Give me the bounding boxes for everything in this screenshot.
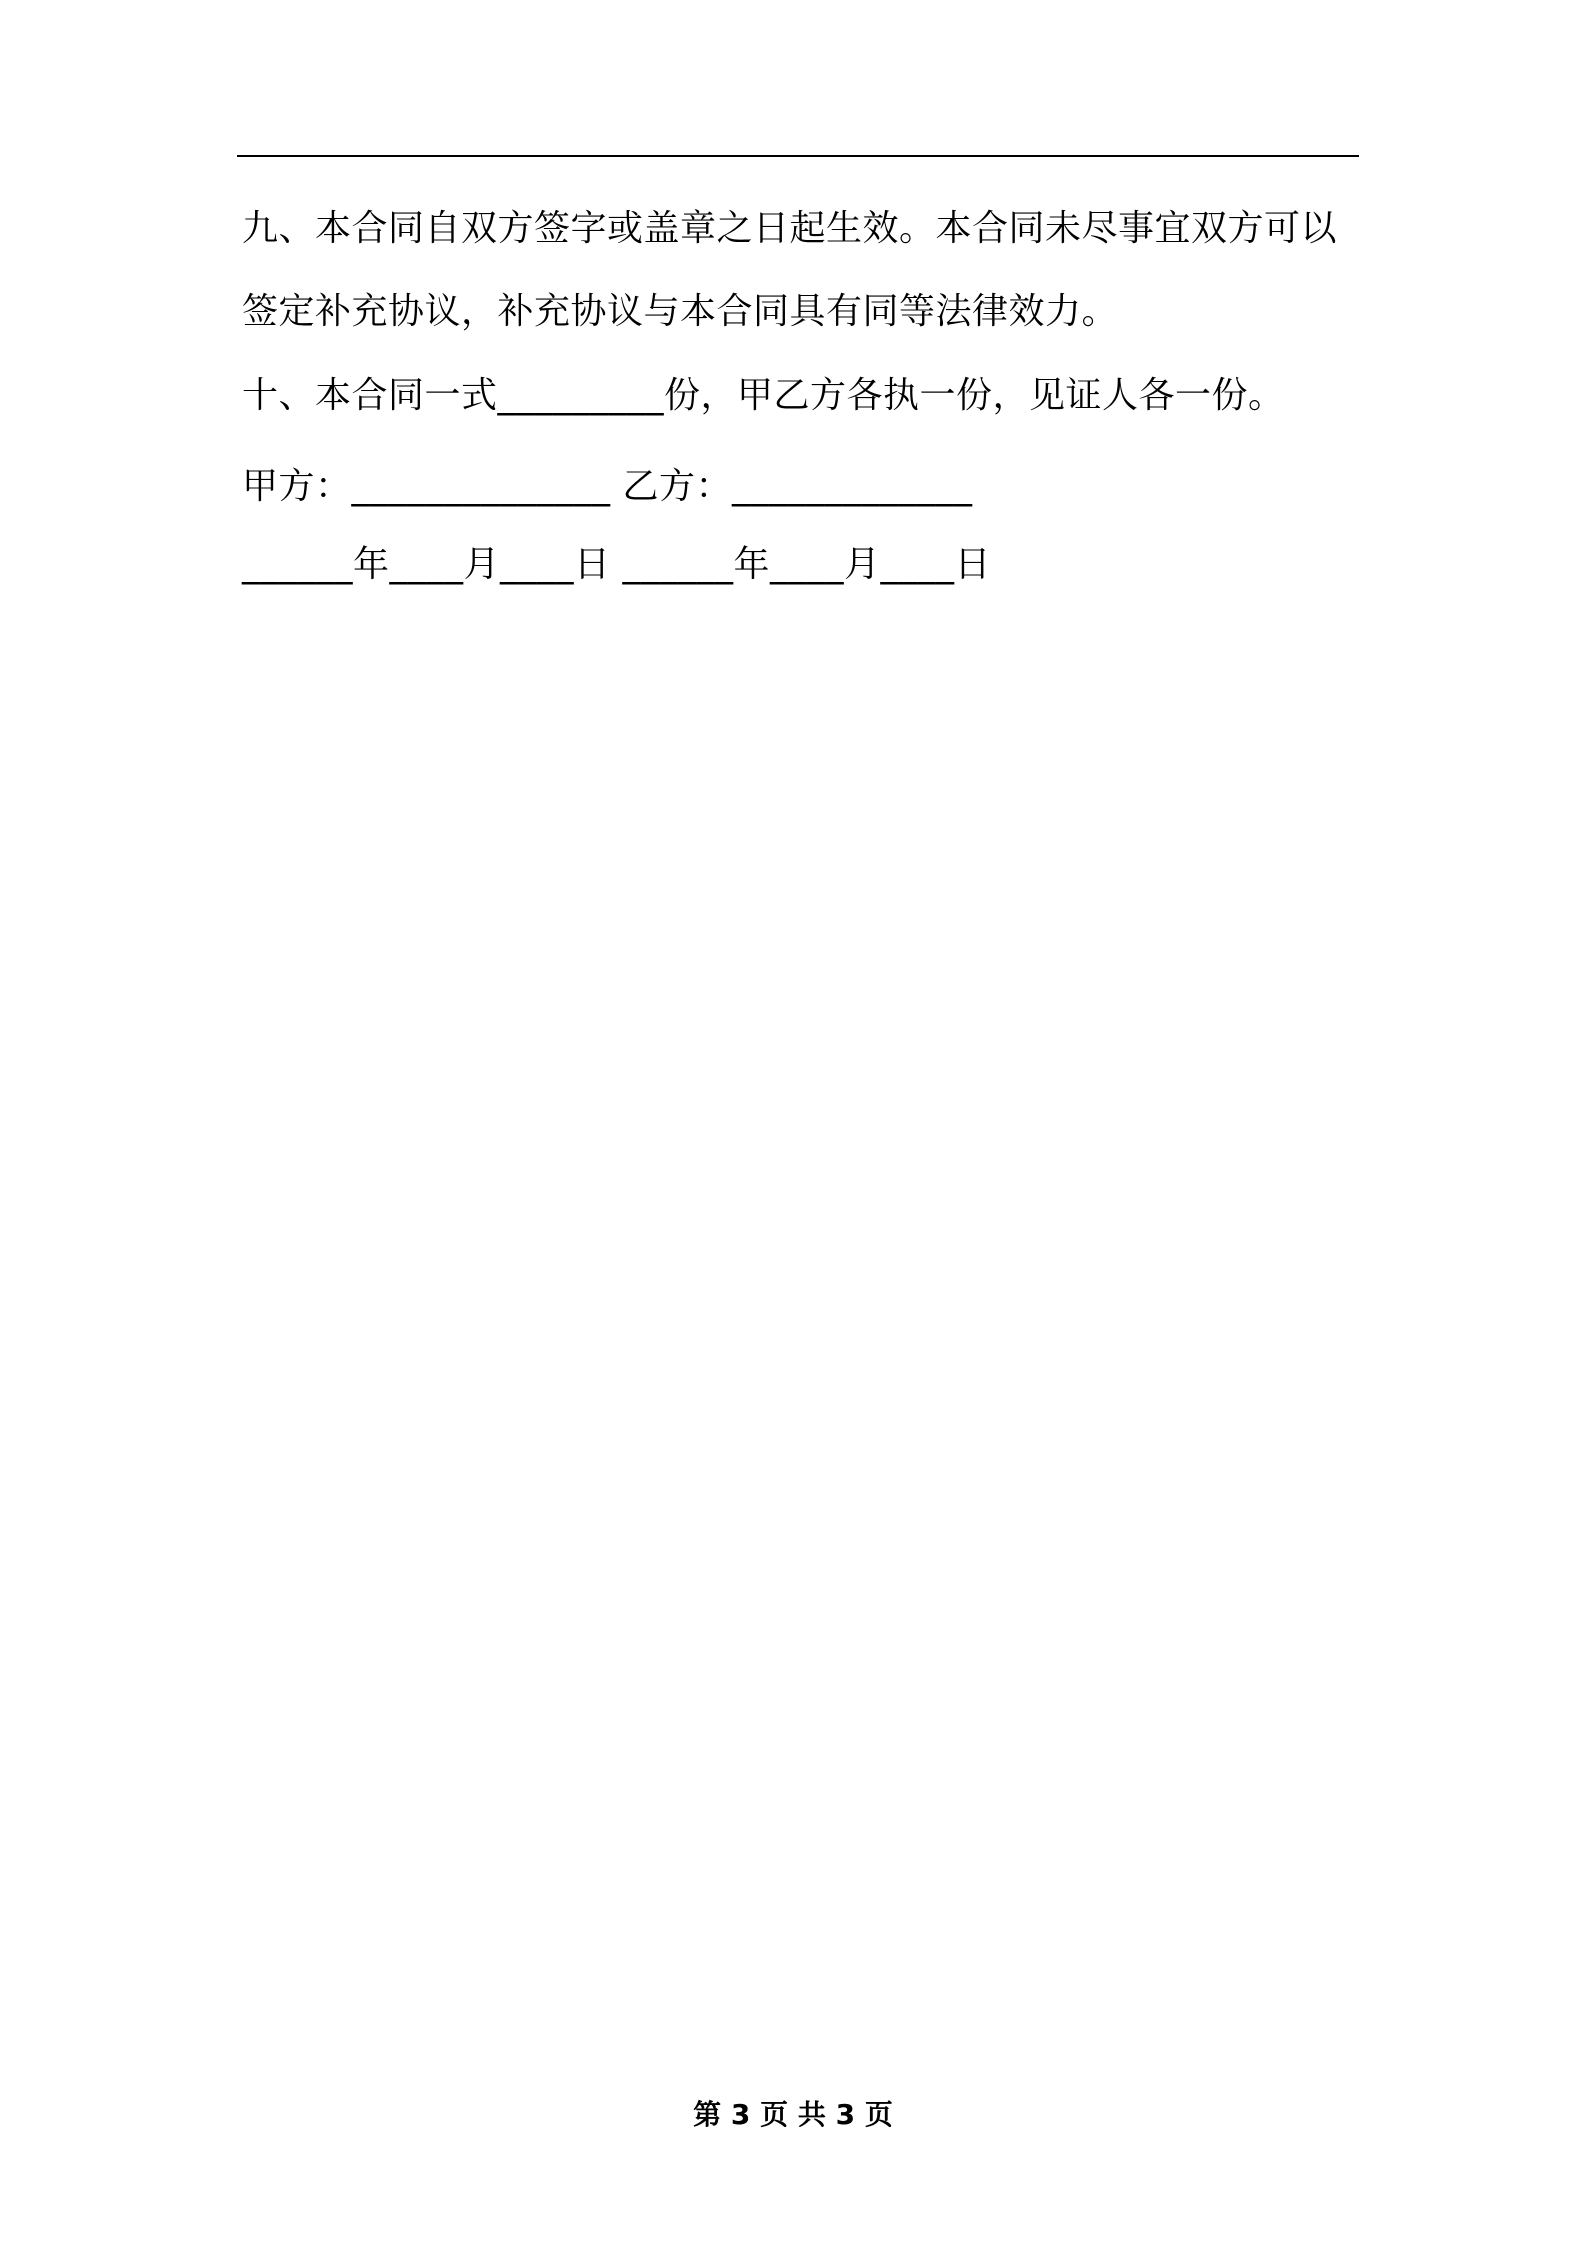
header-divider: [237, 155, 1359, 157]
clause-nine-line-2: 签定补充协议，补充协议与本合同具有同等法律效力。: [242, 291, 1119, 332]
clause-nine-line-1: 九、本合同自双方签字或盖章之日起生效。本合同未尽事宜双方可以: [242, 208, 1338, 249]
page-number: 第 3 页 共 3 页: [693, 2098, 893, 2131]
clause-ten: 十、本合同一式_________份，甲乙方各执一份，见证人各一份。: [242, 375, 1285, 416]
signature-parties: 甲方：______________ 乙方：_____________: [242, 466, 973, 507]
signature-dates: ______年____月____日 ______年____月____日: [242, 544, 991, 585]
